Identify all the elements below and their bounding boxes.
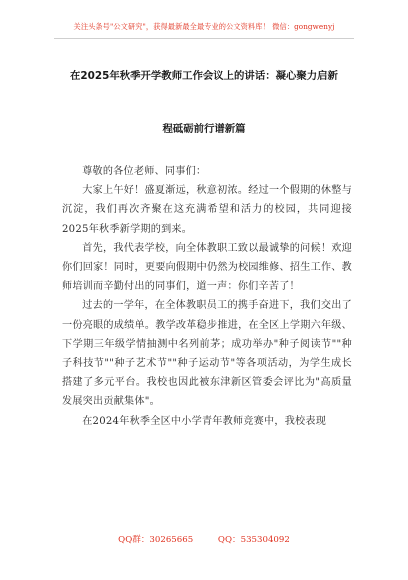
paragraph-achievements: 过去的一学年，在全体教职员工的携手奋进下，我们交出了一份亮眼的成绩单。教学改革稳步推进，在全区上学期六年级、下学期三年级学情抽测中名列前茅；成功举办"种子阅读节""种子科技节""种子艺术节""种子运动节"等各项活动，为学生成长搭建了多元平台。我校也因此被东津新区管委会评比为"高质量发展突出贡献集体"。 [62,300,352,408]
paragraph-opening: 大家上午好！盛夏渐远，秋意初浓。经过一个假期的休整与沉淀，我们再次齐聚在这充满希望和活力的校园，共同迎接2025年秋季新学期的到来。 [62,185,352,235]
page-header [0,0,408,52]
document-body [62,162,352,431]
paragraph-thanks: 首先，我代表学校，向全体教职工致以最诚挚的问候！欢迎你们回家！同时，更要向假期中仍然为校园维修、招生工作、教师培训而辛勤付出的同事们，道一声：你们辛苦了！ [62,242,352,293]
page-footer [0,535,408,546]
footer-qq-contact: QQ：535304092 [217,535,290,545]
header-notice: 关注头条号"公文研究"，获得最新最全最专业的公文资料库！ 微信：gongwenyj [73,22,335,31]
footer-qq-group: QQ群：30265665 [118,535,194,545]
header-divider [54,38,354,39]
paragraph-greeting: 尊敬的各位老师、同事们： [82,166,207,177]
document-title-line-2: 程砥砺前行谱新篇 [162,123,246,135]
document-title-line-1: 在2025年秋季开学教师工作会议上的讲话：凝心聚力启新 [70,70,338,82]
paragraph-competition: 在2024年秋季全区中小学青年教师竞赛中，我校表现 [82,415,327,427]
